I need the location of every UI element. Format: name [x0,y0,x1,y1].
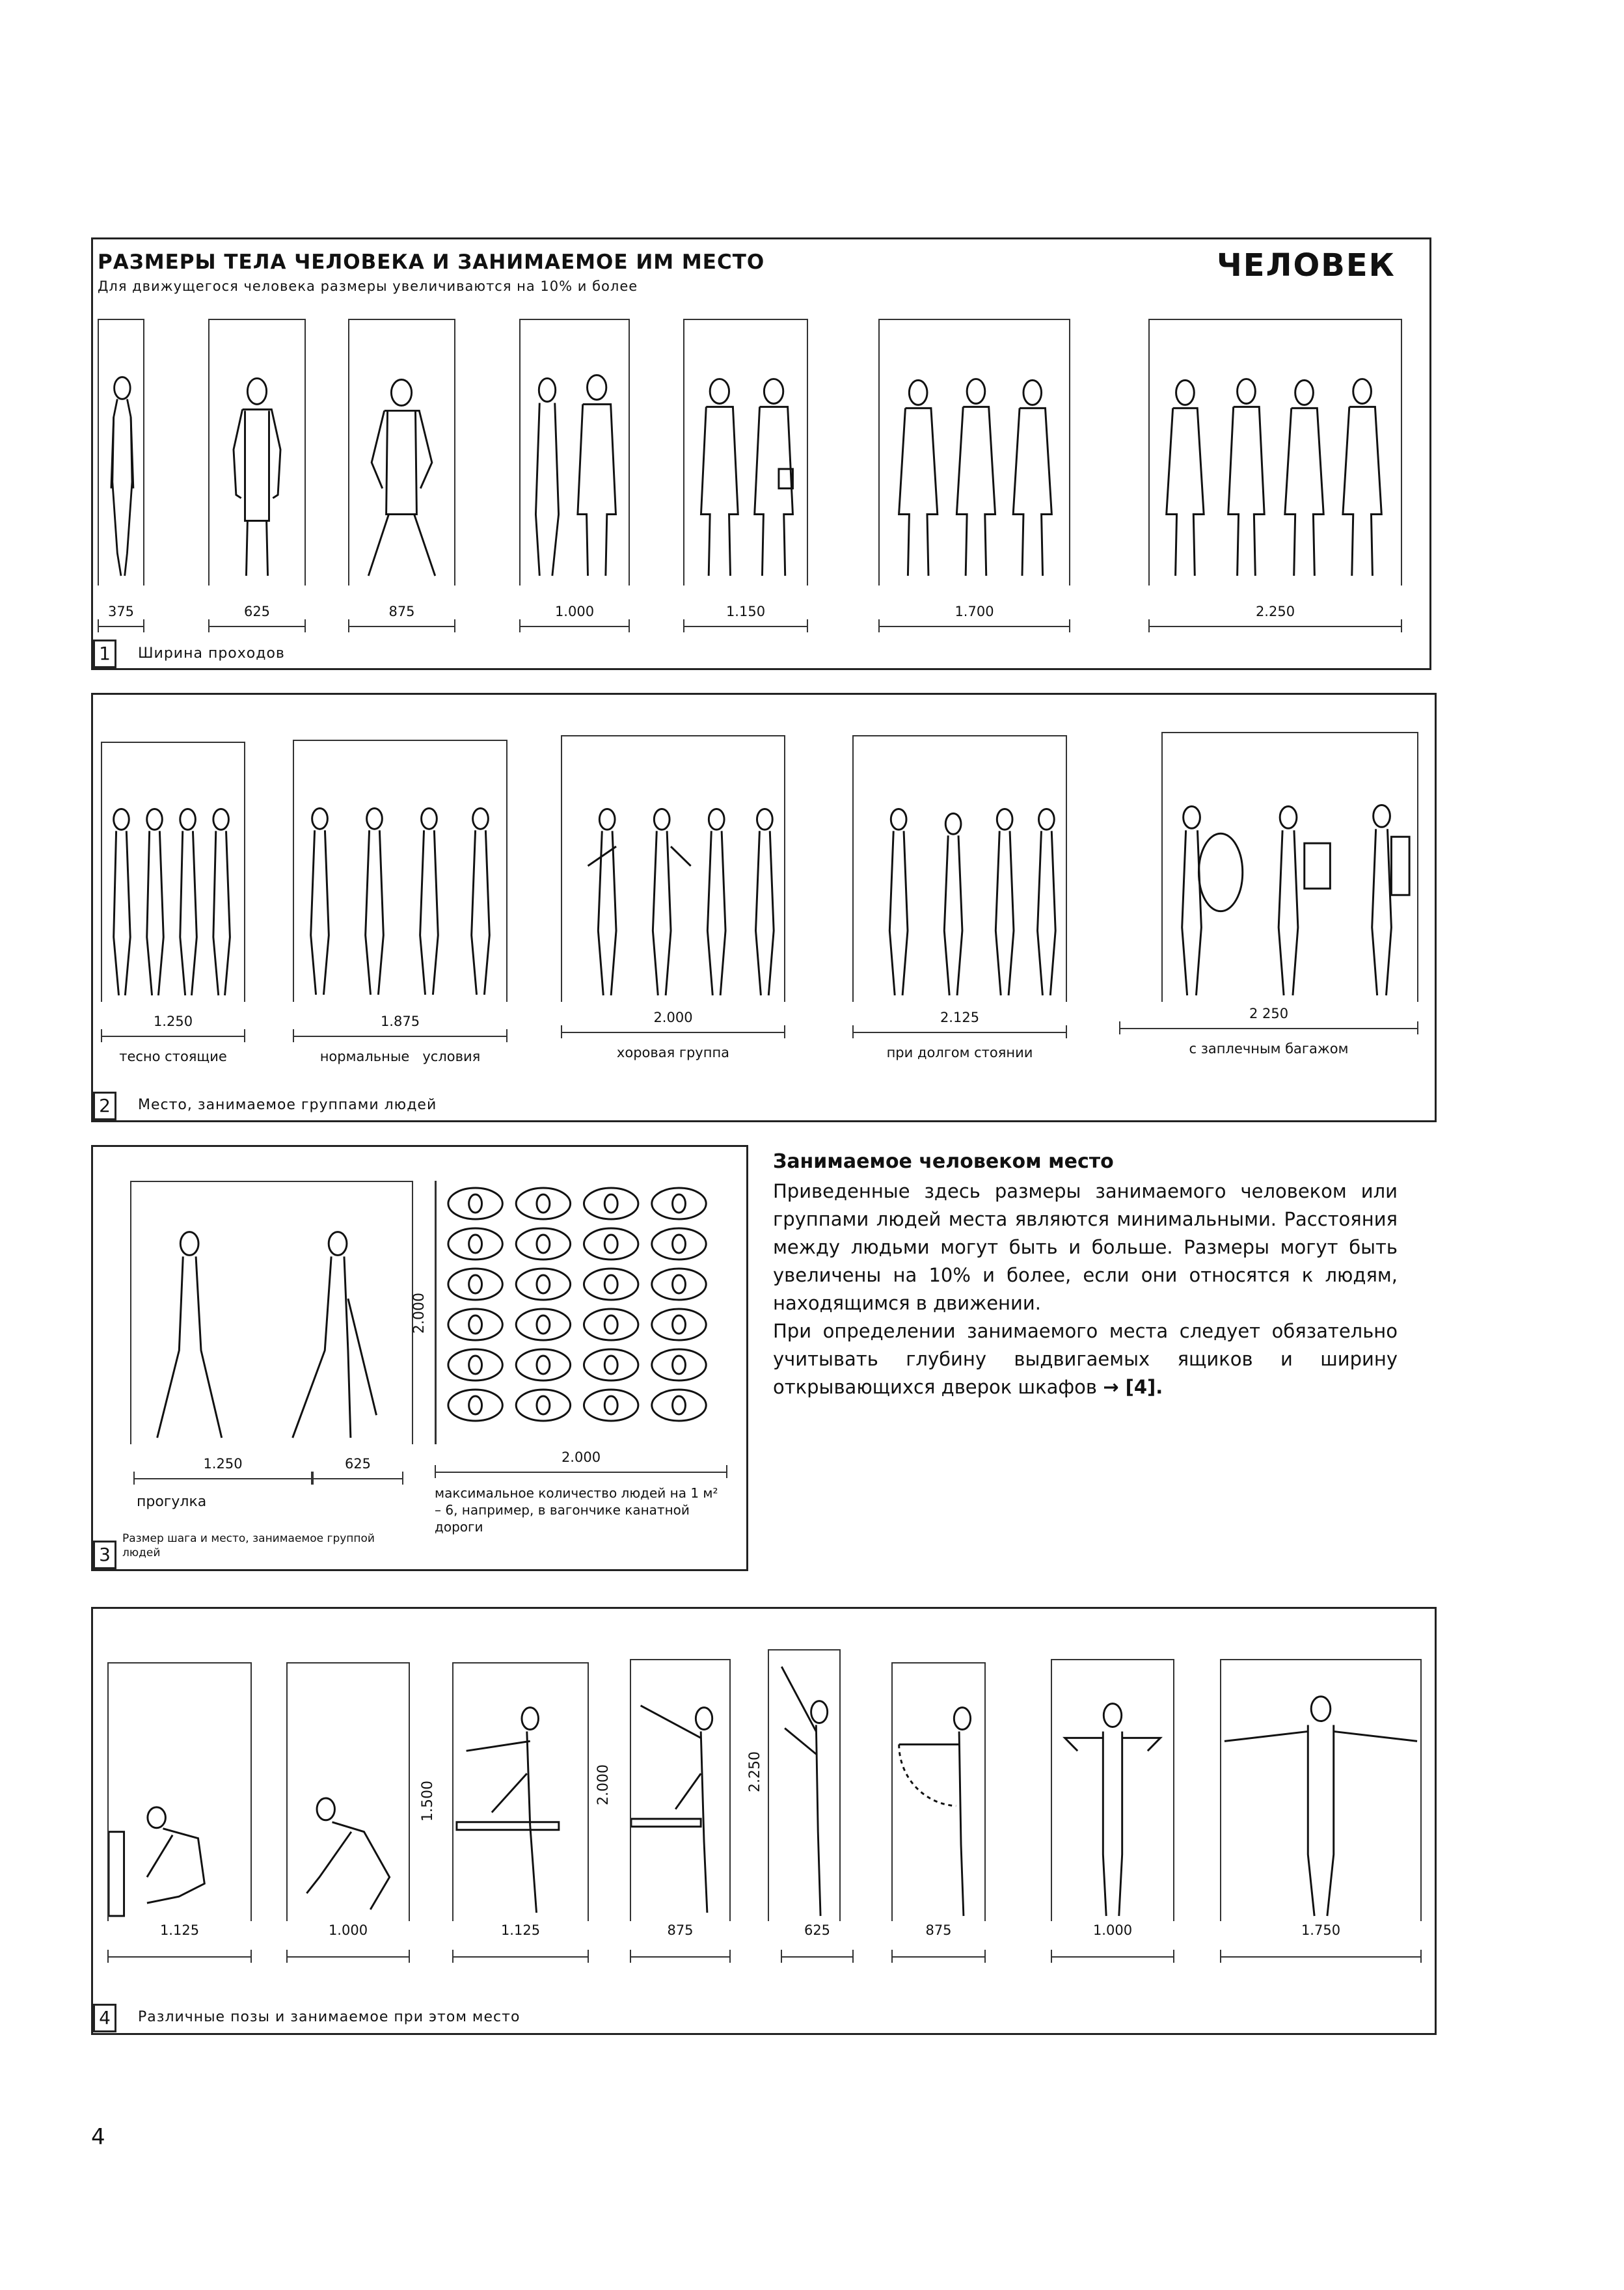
text-paragraph-2 [773,1317,1398,1401]
person-reaching-up-icon [769,1650,839,1921]
fig4-dim-label: 1.000 [1092,1922,1133,1938]
fig2-dim-line [561,1024,785,1040]
fig4-height-dim: 1.500 [420,1781,436,1822]
fig4-dim-line [891,1948,986,1964]
person-reaching-icon [631,1660,729,1921]
fig4-dim-label: 875 [667,1922,694,1938]
fig4-dim-line [630,1948,731,1964]
fig4-dim-line [1220,1948,1422,1964]
section-title: ЧЕЛОВЕК [1217,247,1396,284]
fig4-dim-label: 1.125 [159,1922,200,1938]
fig3-dim-label: 625 [344,1456,372,1472]
fig1-slot-875 [348,319,455,586]
standing-person-icon [99,320,143,586]
fig4-dim-line [452,1948,589,1964]
fig2-slot-choir [561,735,785,1002]
fig2-slot-backpack [1161,732,1418,1002]
fig3-crowd-slot [435,1181,727,1444]
standing-person-icon [210,320,304,586]
fig2-slot-normal [293,740,508,1002]
figure-2-number: 2 [93,1092,116,1120]
fig1-dim-label: 1.000 [554,604,595,619]
person-arms-wide-icon [1221,1660,1420,1921]
fig3-walk-slot [130,1181,413,1444]
person-arms-bent-icon [1052,1660,1173,1921]
crowd-topview-icon [437,1181,727,1444]
fig4-dim-label: 1.750 [1301,1922,1341,1938]
fig4-slot-squat [286,1662,410,1921]
fig4-slot-arms-bent [1051,1659,1174,1921]
fig1-slot-1700 [878,319,1070,586]
figure-3-number: 3 [93,1541,116,1569]
fig4-slot-arm-forward [891,1662,986,1921]
fig4-dim-label: 875 [925,1922,952,1938]
fig2-group-label: тесно стоящие [119,1049,227,1064]
fig1-slot-2250 [1148,319,1402,586]
tight-group-icon [102,743,244,1002]
fig4-dim-label: 625 [804,1922,831,1938]
fig4-dim-line [286,1948,410,1964]
fig1-slot-375 [98,319,144,586]
fig4-height-dim: 2.250 [747,1751,763,1792]
person-at-counter-icon [453,1664,588,1921]
fig4-slot-arms-wide [1220,1659,1422,1921]
figure-2-caption: Место, занимаемое группами людей [138,1097,437,1113]
fig2-slot-tight [101,742,245,1002]
two-persons-icon [521,320,629,586]
fig1-dim-line [98,618,144,634]
fig4-dim-line [781,1948,854,1964]
fig4-dim-line [107,1948,252,1964]
standing-person-icon [349,320,454,586]
fig3-dim-line [133,1470,312,1486]
fig3-dim-line [435,1464,727,1479]
squatting-person-icon [288,1664,409,1921]
fig2-dim-label: 1.250 [153,1014,193,1029]
fig1-dim-label: 875 [388,604,415,619]
fig4-dim-line [1051,1948,1174,1964]
four-persons-icon [1150,320,1401,586]
fig3-dim-line [312,1470,403,1486]
fig2-slot-long [852,735,1067,1002]
text-heading: Занимаемое человеком место [773,1150,1114,1173]
fig4-slot-reach-up [768,1649,841,1921]
choir-group-icon [562,736,784,1002]
long-standing-group-icon [854,736,1066,1002]
kneeling-person-icon [109,1664,250,1921]
fig3-dim-label: 1.250 [203,1456,243,1472]
walking-persons-icon [131,1182,412,1444]
three-persons-icon [880,320,1069,586]
fig2-group-label: нормальные условия [319,1049,481,1064]
backpack-group-icon [1163,733,1417,1002]
fig1-dim-line [878,618,1070,634]
fig4-slot-kneel [107,1662,252,1921]
fig2-group-label: хоровая группа [616,1045,730,1060]
fig4-slot-counter-high [630,1659,731,1921]
fig4-dim-label: 1.125 [500,1922,541,1938]
text-paragraph-1: Приведенные здесь размеры занимаемого человеком или группами людей места являются минимальными. Расстояния между людьми могут быть и больше. Размеры могут быть увеличены на 10% и более, если они относятся к людям, находящимся в движении. [773,1180,1398,1314]
page-number: 4 [91,2124,105,2150]
fig3-dim-label: 2.000 [561,1449,601,1465]
figure-4-number: 4 [93,2004,116,2032]
fig2-dim-line [101,1028,245,1044]
fig1-slot-1150 [683,319,808,586]
fig1-dim-label: 625 [243,604,271,619]
normal-group-icon [294,741,506,1002]
fig1-dim-label: 2.250 [1255,604,1295,619]
fig2-dim-line [852,1024,1067,1040]
fig3-vertical-dim: 2.000 [411,1293,427,1334]
fig1-dim-line [1148,618,1402,634]
person-arm-forward-icon [893,1664,984,1921]
figure-1-number: 1 [93,640,116,668]
text-reference-link[interactable]: → [4]. [1103,1376,1163,1398]
fig2-dim-label: 2.125 [940,1010,980,1025]
figure-4-caption: Различные позы и занимаемое при этом место [138,2009,521,2025]
fig2-dim-line [1119,1020,1418,1036]
fig2-dim-label: 1.875 [380,1014,420,1029]
fig2-dim-label: 2.000 [653,1010,693,1025]
fig3-walk-label: прогулка [137,1494,207,1510]
figure-3-caption: Размер шага и место, занимаемое группой людей [122,1532,375,1559]
fig1-slot-1000 [519,319,630,586]
fig4-height-dim: 2.000 [595,1764,612,1805]
text-paragraph-2-body: При определении занимаемого места следует обязательно учитывать глубину выдвигаемых ящиков и ширину открывающихся дверок шкафов [773,1320,1398,1398]
fig3-crowd-label: максимальное количество людей на 1 м² – 6, например, в вагончике канатной дороги [435,1485,718,1535]
fig1-dim-label: 1.700 [954,604,994,619]
fig4-dim-label: 1.000 [328,1922,368,1938]
fig1-dim-line [348,618,455,634]
fig1-dim-line [519,618,630,634]
fig2-dim-label: 2 250 [1249,1006,1289,1021]
fig2-group-label: при долгом стоянии [886,1045,1033,1060]
two-persons-icon [684,320,807,586]
figure-1-caption: Ширина проходов [138,645,285,662]
fig1-dim-line [208,618,306,634]
page-title: РАЗМЕРЫ ТЕЛА ЧЕЛОВЕКА И ЗАНИМАЕМОЕ ИМ МЕСТО [98,250,765,274]
fig1-dim-label: 1.150 [725,604,766,619]
fig1-slot-625 [208,319,306,586]
fig2-dim-line [293,1028,508,1044]
fig4-slot-counter-low [452,1662,589,1921]
fig2-group-label: с заплечным багажом [1189,1041,1349,1057]
fig1-dim-line [683,618,808,634]
fig1-dim-label: 375 [107,604,135,619]
page-subtitle: Для движущегося человека размеры увеличиваются на 10% и более [98,278,638,294]
